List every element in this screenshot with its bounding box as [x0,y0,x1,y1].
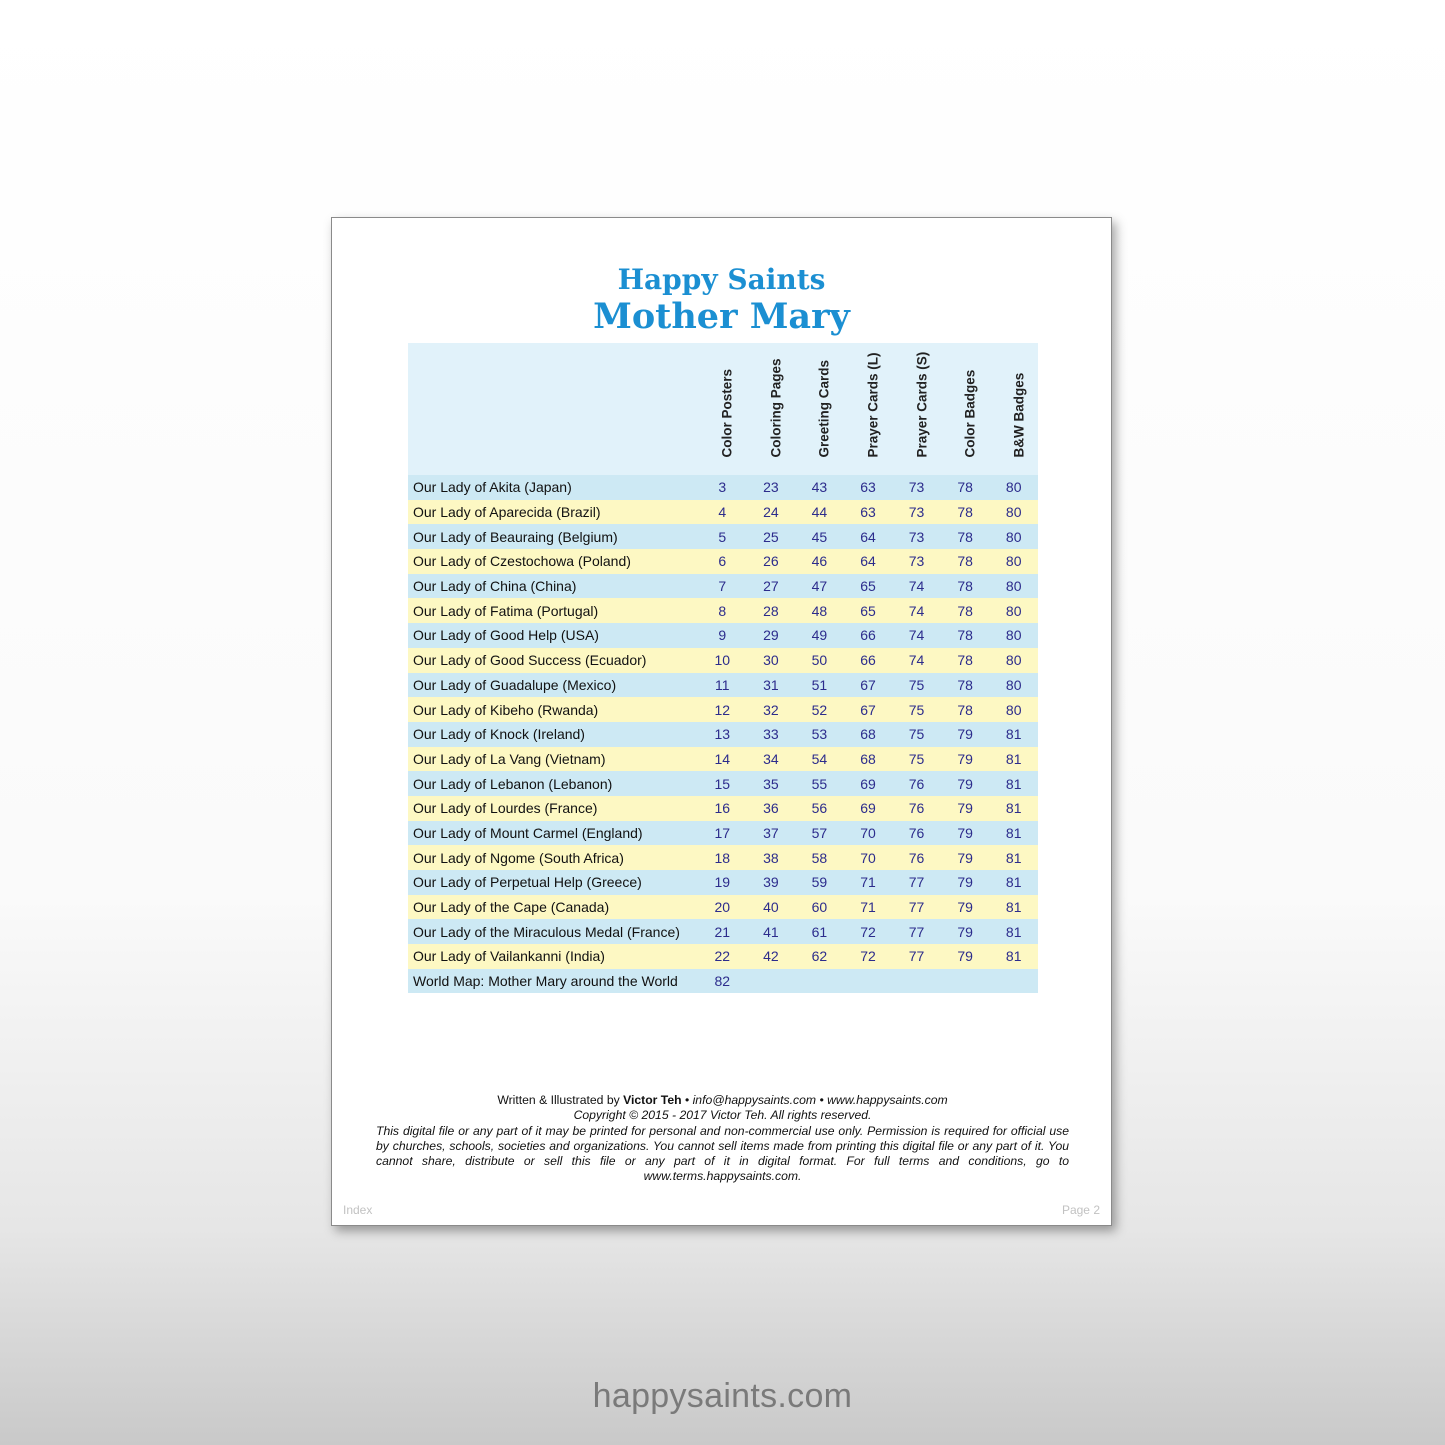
page-number-cell: 78 [941,524,990,549]
row-title: Our Lady of Lourdes (France) [408,796,698,821]
page-number-cell: 79 [941,771,990,796]
site-url: happysaints.com [592,1377,853,1415]
row-title: Our Lady of Akita (Japan) [408,475,698,500]
table-row [408,796,1038,821]
page-number-cell: 14 [698,747,747,772]
page-number-cell: 25 [747,524,796,549]
page-number-cell: 80 [989,500,1038,525]
section-label: Index [343,1203,373,1217]
page-number-cell: 79 [941,821,990,846]
copyright-line [376,1108,1069,1123]
page-number-cell: 15 [698,771,747,796]
page-number-cell: 76 [892,796,941,821]
page-number-cell: 29 [747,623,796,648]
page-number-cell: 51 [795,673,844,698]
page-number-cell [989,969,1038,994]
page-number-cell: 78 [941,697,990,722]
page-number-cell: 80 [989,549,1038,574]
page-number-cell: 63 [844,500,893,525]
page-number-cell: 81 [989,821,1038,846]
row-title: Our Lady of Vailankanni (India) [408,944,698,969]
table-row [408,673,1038,698]
page-number-cell: 81 [989,845,1038,870]
page-number-cell: 47 [795,574,844,599]
table-row [408,821,1038,846]
page-number-cell: 79 [941,796,990,821]
page-number-cell: 44 [795,500,844,525]
page-number: Page 2 [1061,1203,1100,1217]
page-number-cell: 37 [747,821,796,846]
table-row [408,845,1038,870]
column-header-label: Coloring Pages [768,358,784,458]
page-number-cell: 24 [747,500,796,525]
page-number-cell: 65 [844,574,893,599]
page-number-cell: 69 [844,796,893,821]
page-number-cell: 78 [941,475,990,500]
page-number-cell: 22 [698,944,747,969]
page-number-cell: 46 [795,549,844,574]
row-title: Our Lady of the Cape (Canada) [408,895,698,920]
page-number-cell: 81 [989,722,1038,747]
page-number-cell: 72 [844,944,893,969]
page-number-cell: 79 [941,919,990,944]
license-text: This digital file or any part of it may be printed for personal and non-commercial use only. Permission is required for official use by churches, schools, societies and organizations. You cannot sell items made from printing this digital file or any part of it. You cannot share, distribute or sell this file or any part of it in digital format. For full terms and conditions, go to www.terms.happysaints.com. [376,1123,1069,1184]
page-number-cell: 7 [698,574,747,599]
page-number-cell: 45 [795,524,844,549]
page-number-cell: 80 [989,475,1038,500]
row-title: Our Lady of Perpetual Help (Greece) [408,870,698,895]
table-row [408,598,1038,623]
row-title: Our Lady of Mount Carmel (England) [408,821,698,846]
page-number-cell: 64 [844,549,893,574]
page-number-cell: 75 [892,673,941,698]
table-row [408,623,1038,648]
table-row [408,697,1038,722]
copyright-text: Copyright © 2015 - 2017 Victor Teh. All rights reserved. [573,1108,872,1123]
page-number-cell: 60 [795,895,844,920]
credits-line [376,1093,1069,1108]
page-number-cell: 43 [795,475,844,500]
page-number-cell: 81 [989,796,1038,821]
page-number-cell: 20 [698,895,747,920]
column-header [989,343,1038,475]
page-number-cell: 76 [892,771,941,796]
table-row [408,500,1038,525]
page-number-cell: 66 [844,648,893,673]
page-number-cell: 26 [747,549,796,574]
page-number-cell: 23 [747,475,796,500]
page-number-cell: 21 [698,919,747,944]
row-title: Our Lady of Fatima (Portugal) [408,598,698,623]
row-title: Our Lady of La Vang (Vietnam) [408,747,698,772]
page-number-cell: 39 [747,870,796,895]
page-number-cell: 76 [892,821,941,846]
page-number-cell: 81 [989,747,1038,772]
page-number-cell: 78 [941,623,990,648]
table-row [408,969,1038,994]
page-number-cell: 77 [892,870,941,895]
page-number-cell: 78 [941,549,990,574]
index-table [408,343,1038,993]
page-number-cell: 5 [698,524,747,549]
row-title: Our Lady of Good Success (Ecuador) [408,648,698,673]
row-title: Our Lady of Good Help (USA) [408,623,698,648]
page-number-cell: 41 [747,919,796,944]
table-row [408,771,1038,796]
page-number-cell: 79 [941,870,990,895]
page-number-cell: 67 [844,673,893,698]
page-number-cell: 16 [698,796,747,821]
page-number-cell [795,969,844,994]
page-number-cell [941,969,990,994]
credits-prefix: Written & Illustrated by [497,1093,624,1107]
page-number-cell: 36 [747,796,796,821]
row-title: Our Lady of the Miraculous Medal (France) [408,919,698,944]
page-number-cell: 79 [941,747,990,772]
page-number-cell: 6 [698,549,747,574]
table-row [408,524,1038,549]
page-number-cell: 57 [795,821,844,846]
page-number-cell: 77 [892,944,941,969]
page-number-cell: 68 [844,747,893,772]
page-number-cell: 67 [844,697,893,722]
page-number-cell: 61 [795,919,844,944]
page-number-cell: 55 [795,771,844,796]
page-number-cell: 63 [844,475,893,500]
page-number-cell: 30 [747,648,796,673]
row-title: Our Lady of Kibeho (Rwanda) [408,697,698,722]
page-number-cell: 58 [795,845,844,870]
page-number-cell: 73 [892,524,941,549]
page-number-cell: 53 [795,722,844,747]
page-number-cell [747,969,796,994]
column-header [698,343,747,475]
contact-info: • info@happysaints.com • www.happysaints.com [681,1093,948,1107]
copyright-footer [376,1093,1069,1185]
page-number-cell: 34 [747,747,796,772]
page-number-cell: 68 [844,722,893,747]
table-row [408,747,1038,772]
page-number-cell: 80 [989,673,1038,698]
page-number-cell: 62 [795,944,844,969]
page-number-cell: 81 [989,944,1038,969]
column-header [892,343,941,475]
row-title: World Map: Mother Mary around the World [408,969,698,994]
page-number-cell: 54 [795,747,844,772]
page-number-cell: 77 [892,895,941,920]
page-number-cell: 11 [698,673,747,698]
column-header-label: Color Badges [962,369,978,458]
document-page [331,217,1112,1226]
page-number-cell: 73 [892,500,941,525]
page-number-cell: 50 [795,648,844,673]
row-title: Our Lady of Knock (Ireland) [408,722,698,747]
page-number-cell: 28 [747,598,796,623]
row-title: Our Lady of Czestochowa (Poland) [408,549,698,574]
page-number-cell: 79 [941,895,990,920]
table-row [408,919,1038,944]
page-number-cell: 78 [941,673,990,698]
page-number-cell: 79 [941,722,990,747]
page-number-cell: 75 [892,722,941,747]
page-number-cell: 82 [698,969,747,994]
page-number-cell: 52 [795,697,844,722]
page-number-cell: 8 [698,598,747,623]
page-number-cell: 31 [747,673,796,698]
page-number-cell: 79 [941,845,990,870]
column-header [844,343,893,475]
page-number-cell: 59 [795,870,844,895]
page-number-cell: 4 [698,500,747,525]
page-number-cell: 77 [892,919,941,944]
column-header [747,343,796,475]
page-number-cell: 81 [989,771,1038,796]
page-number-cell: 9 [698,623,747,648]
column-header-label: Color Posters [719,368,735,458]
row-title: Our Lady of Aparecida (Brazil) [408,500,698,525]
table-row [408,722,1038,747]
table-row [408,895,1038,920]
row-title: Our Lady of Ngome (South Africa) [408,845,698,870]
page-number-cell: 78 [941,648,990,673]
page-number-cell: 80 [989,524,1038,549]
page-number-cell: 42 [747,944,796,969]
page-number-cell: 81 [989,895,1038,920]
table-row [408,648,1038,673]
page-number-cell [844,969,893,994]
column-header-label: Prayer Cards (L) [865,352,881,458]
page-number-cell: 79 [941,944,990,969]
page-number-cell: 65 [844,598,893,623]
column-header-label: Greeting Cards [816,359,832,458]
page-number-cell: 12 [698,697,747,722]
page-number-cell: 74 [892,648,941,673]
table-row [408,475,1038,500]
page-number-cell: 64 [844,524,893,549]
page-number-cell: 70 [844,821,893,846]
page-number-cell: 27 [747,574,796,599]
table-row [408,870,1038,895]
page-number-cell: 56 [795,796,844,821]
row-title: Our Lady of Guadalupe (Mexico) [408,673,698,698]
page-number-cell: 80 [989,697,1038,722]
column-header [795,343,844,475]
table-header-row [408,343,1038,475]
page-subtitle: Mother Mary [593,296,850,337]
row-title: Our Lady of Lebanon (Lebanon) [408,771,698,796]
page-number-cell: 10 [698,648,747,673]
page-number-cell: 80 [989,574,1038,599]
page-number-cell: 74 [892,598,941,623]
page-number-cell: 40 [747,895,796,920]
page-number-cell: 78 [941,500,990,525]
page-number-cell: 73 [892,475,941,500]
page-number-cell: 80 [989,648,1038,673]
page-number-cell: 66 [844,623,893,648]
page-number-cell: 75 [892,747,941,772]
table-row [408,944,1038,969]
page-number-cell: 49 [795,623,844,648]
table-row [408,574,1038,599]
page-number-cell: 71 [844,895,893,920]
page-number-cell: 76 [892,845,941,870]
page-number-cell: 74 [892,623,941,648]
page-number-cell: 71 [844,870,893,895]
page-number-cell: 75 [892,697,941,722]
page-number-cell: 13 [698,722,747,747]
page-number-cell: 33 [747,722,796,747]
header-blank-cell [408,343,698,475]
page-number-cell: 80 [989,598,1038,623]
page-number-cell: 38 [747,845,796,870]
page-number-cell: 72 [844,919,893,944]
page-number-cell: 70 [844,845,893,870]
table-row [408,549,1038,574]
column-header-label: B&W Badges [1011,372,1027,458]
page-number-cell: 3 [698,475,747,500]
page-number-cell: 48 [795,598,844,623]
page-number-cell [892,969,941,994]
page-number-cell: 17 [698,821,747,846]
page-number-cell: 81 [989,919,1038,944]
page-number-cell: 80 [989,623,1038,648]
row-title: Our Lady of Beauraing (Belgium) [408,524,698,549]
page-number-cell: 74 [892,574,941,599]
author-name: Victor Teh [623,1093,682,1107]
page-number-cell: 32 [747,697,796,722]
page-number-cell: 19 [698,870,747,895]
page-number-cell: 73 [892,549,941,574]
page-number-cell: 78 [941,574,990,599]
page-number-cell: 69 [844,771,893,796]
column-header [941,343,990,475]
page-number-cell: 81 [989,870,1038,895]
row-title: Our Lady of China (China) [408,574,698,599]
page-number-cell: 18 [698,845,747,870]
page-number-cell: 78 [941,598,990,623]
column-header-label: Prayer Cards (S) [914,351,930,458]
page-number-cell: 35 [747,771,796,796]
page-title: Happy Saints [617,263,826,296]
